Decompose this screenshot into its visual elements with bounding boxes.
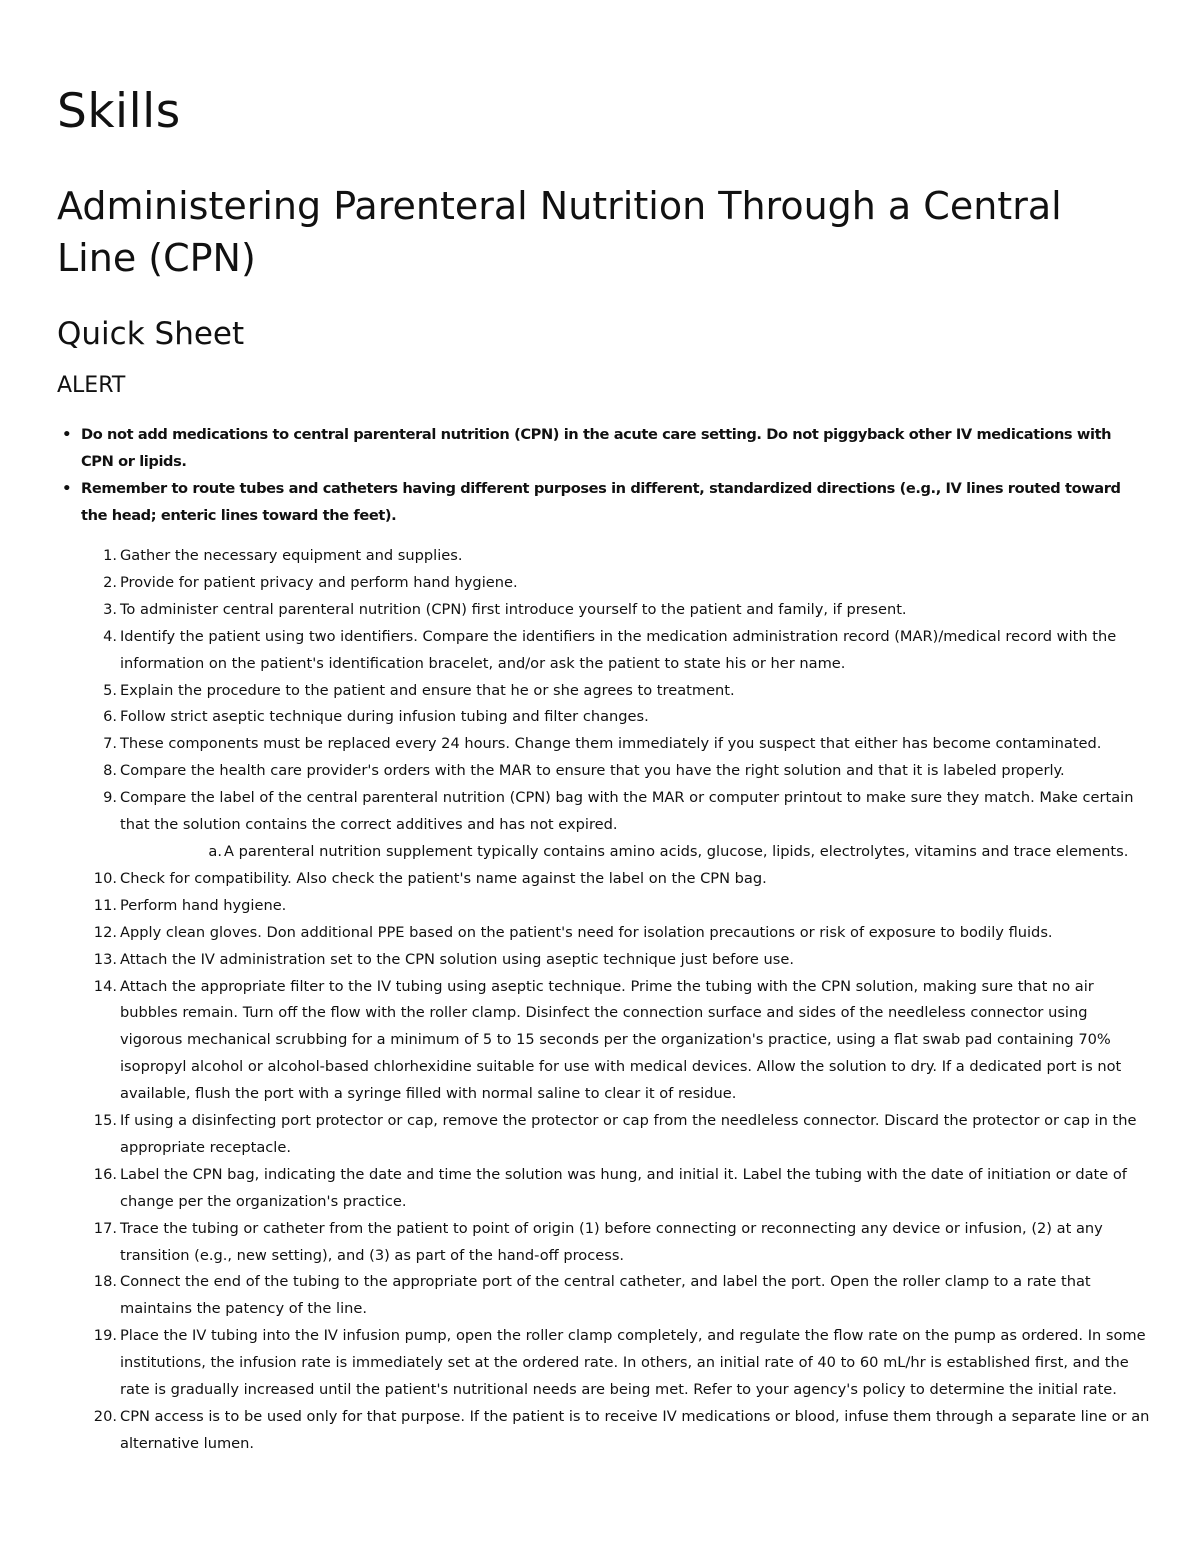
step-text: Attach the appropriate filter to the IV tubing using aseptic technique. Prime the tubing with the CPN solution, making sure that no air bubbles remain. Turn off the flow with the roller clamp. Disinfect the connection surface and sides of the needleless connector using vigorous mechanical scrubbing for a minimum of 5 to 15 seconds per the organization's practice, using a flat swab pad containing 70% isopropyl alcohol or alcohol-based chlorhexidine suitable for use with medical devices. Allow the solution to dry. If a dedicated port is not available, flush the port with a syringe filled with normal saline to clear it of residue. bbox=[120, 977, 1122, 1103]
step-item bbox=[57, 1404, 1152, 1458]
step-number: 9. bbox=[103, 789, 117, 807]
step-text: These components must be replaced every 24 hours. Change them immediately if you suspect that either has become contaminated. bbox=[120, 735, 1102, 753]
step-number: 6. bbox=[103, 708, 117, 726]
bullet-icon: • bbox=[62, 480, 71, 497]
step-item bbox=[57, 947, 1152, 974]
step-number: 20. bbox=[93, 1408, 117, 1425]
step-number: 14. bbox=[93, 977, 117, 995]
step-item bbox=[57, 1162, 1152, 1216]
step-number: 16. bbox=[93, 1165, 117, 1183]
step-text: Attach the IV administration set to the CPN solution using aseptic technique just before use. bbox=[120, 950, 795, 968]
step-text: Check for compatibility. Also check the patient's name against the label on the CPN bag. bbox=[120, 869, 767, 887]
step-text: Identify the patient using two identifiers. Compare the identifiers in the medication administration record (MAR)/medical record with the information on the patient's identification bracelet, and/or ask the patient to state his or her name. bbox=[120, 627, 1117, 672]
alert-text: Remember to route tubes and catheters having different purposes in different, standardized directions (e.g., IV lines routed toward the head; enteric lines toward the feet). bbox=[81, 480, 1121, 524]
page-heading: Skills bbox=[57, 84, 181, 139]
step-item bbox=[57, 624, 1152, 678]
step-item bbox=[57, 704, 1152, 731]
alert-heading: ALERT bbox=[57, 373, 126, 398]
alert-text: Do not add medications to central parenteral nutrition (CPN) in the acute care setting. Do not piggyback other IV medications with CPN or lipids. bbox=[81, 426, 1112, 470]
step-number: 12. bbox=[93, 923, 117, 941]
step-text: Trace the tubing or catheter from the patient to point of origin (1) before connecting or reconnecting any device or infusion, (2) at any transition (e.g., new setting), and (3) as part of the hand-off process. bbox=[120, 1219, 1103, 1264]
step-text: Compare the label of the central parenteral nutrition (CPN) bag with the MAR or computer printout to make sure they match. Make certain that the solution contains the correct additives and has not expired. bbox=[120, 789, 1134, 834]
step-number: 11. bbox=[93, 896, 117, 914]
step-item bbox=[57, 1108, 1152, 1162]
step-text: Follow strict aseptic technique during infusion tubing and filter changes. bbox=[120, 708, 649, 726]
step-item bbox=[57, 570, 1152, 597]
step-item bbox=[57, 920, 1152, 947]
step-item bbox=[57, 543, 1152, 570]
step-item bbox=[57, 785, 1152, 866]
step-item bbox=[57, 678, 1152, 705]
step-item bbox=[57, 974, 1152, 1109]
step-item bbox=[57, 597, 1152, 624]
step-number: 8. bbox=[103, 762, 117, 780]
step-text: CPN access is to be used only for that purpose. If the patient is to receive IV medications or blood, infuse them through a separate line or an alternative lumen. bbox=[120, 1408, 1150, 1452]
step-item bbox=[57, 1323, 1152, 1404]
step-number: 15. bbox=[93, 1112, 117, 1130]
step-text: Apply clean gloves. Don additional PPE based on the patient's need for isolation precautions or risk of exposure to bodily fluids. bbox=[120, 923, 1053, 941]
step-number: 19. bbox=[93, 1327, 117, 1345]
step-text: Explain the procedure to the patient and ensure that he or she agrees to treatment. bbox=[120, 681, 735, 699]
step-text: Gather the necessary equipment and supplies. bbox=[120, 547, 463, 564]
step-text: Perform hand hygiene. bbox=[120, 896, 287, 914]
sub-step-item bbox=[120, 839, 1152, 866]
bullet-icon: • bbox=[62, 426, 71, 443]
alert-item bbox=[62, 421, 1146, 475]
step-item bbox=[57, 866, 1152, 893]
step-number: 7. bbox=[103, 735, 117, 753]
step-number: 13. bbox=[93, 950, 117, 968]
procedure-steps bbox=[57, 543, 1152, 1458]
step-text: Connect the end of the tubing to the appropriate port of the central catheter, and label the port. Open the roller clamp to a rate that maintains the patency of the line. bbox=[120, 1273, 1091, 1318]
step-number: 5. bbox=[103, 681, 117, 699]
step-text: Compare the health care provider's orders with the MAR to ensure that you have the right solution and that it is labeled properly. bbox=[120, 762, 1065, 780]
step-text: Provide for patient privacy and perform hand hygiene. bbox=[120, 573, 518, 591]
sub-step-letter: a. bbox=[208, 842, 222, 860]
step-number: 17. bbox=[93, 1219, 117, 1237]
step-item bbox=[57, 1216, 1152, 1270]
step-number: 3. bbox=[103, 600, 117, 618]
skill-title: Administering Parenteral Nutrition Through a Central Line (CPN) bbox=[57, 184, 1062, 280]
step-item bbox=[57, 893, 1152, 920]
step-text: If using a disinfecting port protector or cap, remove the protector or cap from the needleless connector. Discard the protector or cap in the appropriate receptacle. bbox=[120, 1112, 1137, 1156]
sub-step-text: A parenteral nutrition supplement typically contains amino acids, glucose, lipids, electrolytes, vitamins and trace elements. bbox=[224, 842, 1129, 860]
step-text: To administer central parenteral nutrition (CPN) first introduce yourself to the patient and family, if present. bbox=[120, 600, 907, 618]
alert-item bbox=[62, 475, 1146, 529]
step-number: 10. bbox=[93, 869, 117, 887]
step-item bbox=[57, 1269, 1152, 1323]
step-text: Label the CPN bag, indicating the date and time the solution was hung, and initial it. Label the tubing with the date of initiation or date of change per the organization's practice. bbox=[120, 1165, 1127, 1210]
step-text: Place the IV tubing into the IV infusion pump, open the roller clamp completely, and regulate the flow rate on the pump as ordered. In some institutions, the infusion rate is immediately set at the ordered rate. In others, an initial rate of 40 to 60 mL/hr is established first, and the rate is gradually increased until the patient's nutritional needs are being met. Refer to your agency's policy to determine the initial rate. bbox=[120, 1327, 1146, 1399]
step-item bbox=[57, 731, 1152, 758]
step-number: 1. bbox=[103, 547, 117, 564]
step-number: 18. bbox=[93, 1273, 117, 1291]
step-number: 4. bbox=[103, 627, 117, 645]
section-heading: Quick Sheet bbox=[57, 316, 245, 352]
alert-list bbox=[62, 421, 1146, 529]
step-number: 2. bbox=[103, 573, 117, 591]
sub-step-list bbox=[120, 839, 1152, 866]
step-item bbox=[57, 758, 1152, 785]
